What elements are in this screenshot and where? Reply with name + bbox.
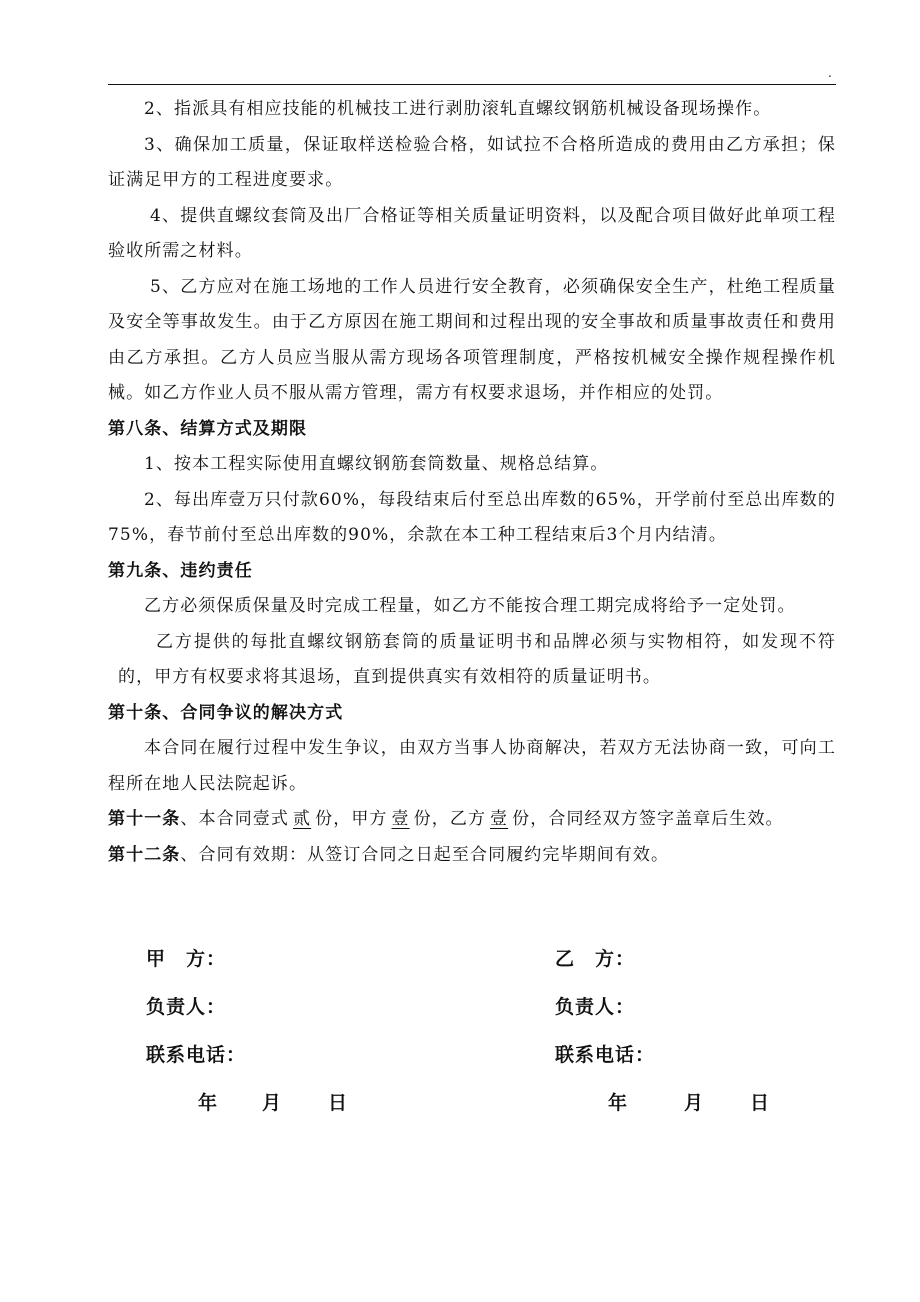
- article-8-heading: 第八条、结算方式及期限: [108, 418, 308, 439]
- article-12: [108, 838, 836, 874]
- article-12-text: 、合同有效期：从签订合同之日起至合同履约完毕期间有效。: [180, 844, 670, 865]
- party-b-label: 乙 方：: [555, 948, 636, 970]
- clause-item-5: 5、乙方应对在施工场地的工作人员进行安全教育，必须确保安全生产，杜绝工程质量及安全等事故发生。由于乙方原因在施工期间和过程出现的安全事故和质量事故责任和费用由乙方承担。乙方人员应当服从需方现场各项管理制度，严格按机械安全操作规程操作机械。如乙方作业人员不服从需方管理，需方有权要求退场，并作相应的处罚。: [108, 276, 836, 403]
- contract-body: [108, 92, 836, 873]
- article-10-heading: 第十条、合同争议的解决方式: [108, 702, 344, 723]
- party-b-year: 年: [608, 1092, 628, 1114]
- header-mark: .: [828, 66, 832, 80]
- article-8-paragraph-2: 2、每出库壹万只付款60%，每段结束后付至总出库数的65%，开学前付至总出库数的75%，春节前付至总出库数的90%，余款在本工种工程结束后3个月内结清。: [108, 489, 836, 545]
- party-b-day: 日: [750, 1092, 770, 1114]
- header-rule: [108, 84, 836, 85]
- article-9-paragraph-2: 乙方提供的每批直螺纹钢筋套筒的质量证明书和品牌必须与实物相符，如发现不符的，甲方有权要求将其退场，直到提供真实有效相符的质量证明书。: [118, 631, 836, 687]
- article-11: [108, 802, 836, 838]
- clause-item-2: 2、指派具有相应技能的机械技工进行剥肋滚轧直螺纹钢筋机械设备现场操作。: [144, 99, 772, 119]
- article-9-paragraph-1: 乙方必须保质保量及时完成工程量，如乙方不能按合理工期完成将给予一定处罚。: [144, 596, 796, 616]
- party-a-year: 年: [198, 1092, 218, 1114]
- article-11-text-b: 份，甲方: [315, 809, 388, 829]
- article-11-text-d: 份，合同经双方签字盖章后生效。: [512, 809, 784, 829]
- party-b-month: 月: [684, 1092, 704, 1114]
- article-11-text-a: 、本合同壹式: [180, 809, 290, 829]
- article-11-label: 第十一条: [108, 809, 181, 829]
- article-10-paragraph-1: 本合同在履行过程中发生争议，由双方当事人协商解决，若双方无法协商一致，可向工程所在地人民法院起诉。: [108, 738, 836, 794]
- clause-item-3: 3、确保加工质量，保证取样送检验合格，如试拉不合格所造成的费用由乙方承担；保证满足甲方的工程进度要求。: [108, 134, 836, 190]
- party-a-day: 日: [328, 1092, 348, 1114]
- copies-party-b: 壹: [490, 809, 509, 829]
- copies-party-a: 壹: [391, 809, 410, 829]
- party-a-phone-label: 联系电话：: [146, 1044, 247, 1066]
- article-9-heading: 第九条、违约责任: [108, 560, 253, 581]
- article-11-text-c: 份，乙方: [413, 809, 487, 829]
- article-8-paragraph-1: 1、按本工程实际使用直螺纹钢筋套筒数量、规格总结算。: [144, 454, 609, 474]
- clause-item-4: 4、提供直螺纹套筒及出厂合格证等相关质量证明资料，以及配合项目做好此单项工程验收所需之材料。: [108, 205, 836, 261]
- party-a-label: 甲 方：: [146, 948, 227, 970]
- party-a-month: 月: [262, 1092, 282, 1114]
- party-a-responsible-label: 负责人：: [146, 996, 227, 1018]
- party-b-responsible-label: 负责人：: [555, 996, 636, 1018]
- copies-total: 贰: [293, 809, 312, 829]
- article-12-label: 第十二条: [108, 844, 181, 865]
- party-b-phone-label: 联系电话：: [555, 1044, 656, 1066]
